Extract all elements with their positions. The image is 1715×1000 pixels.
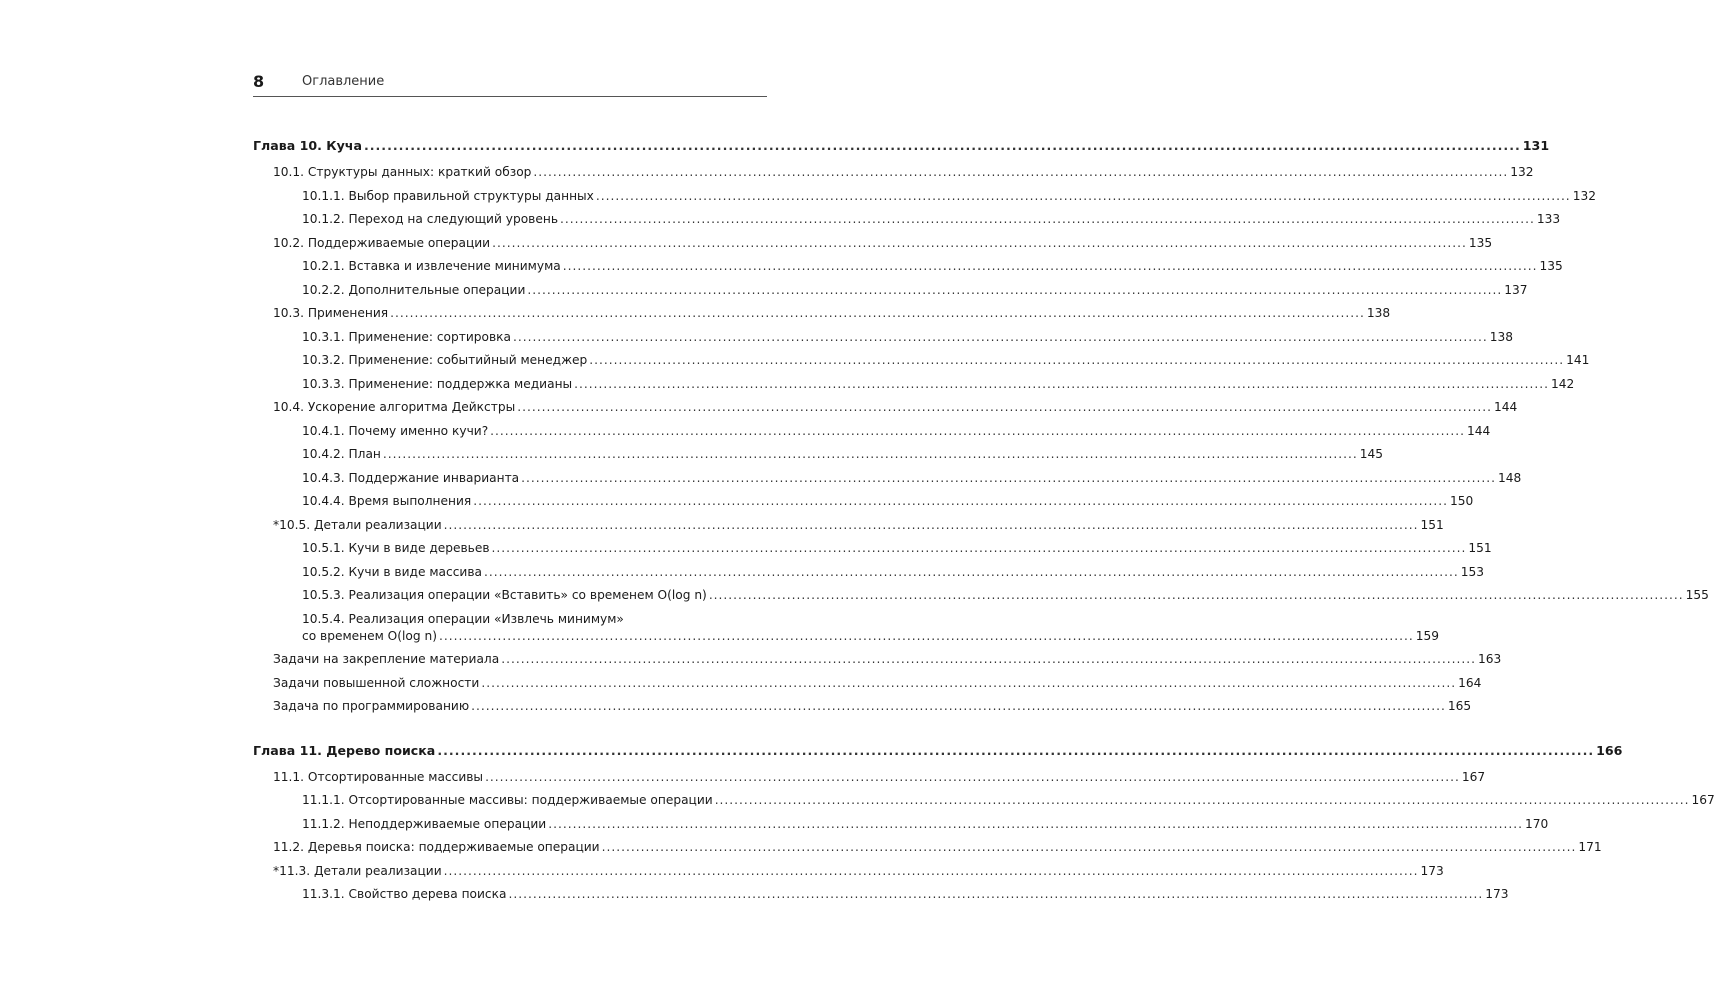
toc-entry[interactable]	[253, 467, 1522, 491]
toc-entry-page: 144	[1494, 400, 1518, 415]
toc-entry[interactable]	[253, 255, 1563, 279]
dot-leader: ........................................................................................................................................................................................................	[508, 887, 1484, 902]
toc-entry-title: *11.3. Детали реализации	[273, 863, 442, 878]
toc-entry-title: Задачи повышенной сложности	[273, 675, 480, 690]
toc-entry-title: Задача по программированию	[273, 699, 470, 714]
dot-leader: ........................................................................................................................................................................................................	[473, 494, 1449, 509]
toc-entry[interactable]	[253, 326, 1514, 350]
dot-leader: ........................................................................................................................................................................................................	[438, 628, 1414, 643]
dot-leader: ........................................................................................................................................................................................................	[601, 840, 1577, 855]
toc-entry[interactable]	[253, 883, 1509, 907]
toc-entry-title: 10.2. Поддерживаемые операции	[273, 235, 491, 250]
toc-entry[interactable]	[253, 302, 1391, 326]
toc-entry-page: 144	[1466, 423, 1491, 438]
dot-leader: ........................................................................................................................................................................................................	[382, 447, 1358, 462]
running-header-title: Оглавление	[302, 74, 385, 89]
toc-entry[interactable]	[253, 349, 1590, 373]
toc-entry[interactable]	[253, 584, 1709, 608]
dot-leader: ........................................................................................................................................................................................................	[560, 212, 1535, 227]
toc-entry-title: 10.2.2. Дополнительные операции	[302, 282, 526, 297]
toc-entry[interactable]	[253, 396, 1518, 420]
toc-chapter[interactable]	[253, 134, 1550, 158]
dot-leader: ........................................................................................................................................................................................................	[471, 699, 1446, 714]
toc-entry[interactable]	[253, 766, 1486, 790]
toc-entry-page: 165	[1447, 699, 1472, 714]
page-number: 8	[253, 72, 265, 91]
toc-entry[interactable]	[253, 514, 1444, 538]
dot-leader: ........................................................................................................................................................................................................	[517, 400, 1493, 415]
toc-entry-page: 163	[1478, 652, 1502, 667]
toc-entry-page: 133	[1536, 212, 1561, 227]
toc-entry-title: 10.2.1. Вставка и извлечение минимума	[302, 259, 561, 274]
toc-entry-page: 141	[1566, 353, 1590, 368]
toc-entry-title: 11.1. Отсортированные массивы	[273, 769, 484, 784]
toc-entry-title: 10.1. Структуры данных: краткий обзор	[273, 165, 532, 180]
dot-leader: ........................................................................................................................................................................................................	[512, 329, 1488, 344]
toc-entry-title: 10.4.4. Время выполнения	[302, 494, 472, 509]
toc-entry-title: 10.1.1. Выбор правильной структуры данных	[302, 188, 594, 203]
toc-entry[interactable]	[253, 420, 1491, 444]
dot-leader: ........................................................................................................................................................................................................	[708, 588, 1684, 603]
toc-entry-page: 132	[1510, 165, 1534, 180]
dot-leader: ........................................................................................................................................................................................................	[521, 470, 1496, 485]
toc-chapter-page: 131	[1522, 138, 1550, 154]
toc-entry[interactable]	[253, 561, 1485, 585]
toc-entry[interactable]	[253, 695, 1472, 719]
toc-entry-page: 159	[1415, 628, 1440, 643]
toc-entry-title: 10.3.1. Применение: сортировка	[302, 329, 511, 344]
toc-entry-page: 173	[1485, 887, 1509, 902]
toc-entry-page: 145	[1359, 447, 1383, 462]
toc-entry-page: 151	[1420, 517, 1444, 532]
toc-entry-title: Задачи на закрепление материала	[273, 652, 500, 667]
dot-leader: ........................................................................................................................................................................................................	[574, 376, 1549, 391]
running-header	[253, 72, 767, 97]
toc-entry[interactable]	[253, 208, 1561, 232]
toc-entry[interactable]	[253, 789, 1715, 813]
toc-entry[interactable]	[253, 490, 1474, 514]
dot-leader: ........................................................................................................................................................................................................	[492, 235, 1467, 250]
dot-leader: ........................................................................................................................................................................................................	[589, 353, 1565, 368]
dot-leader: ........................................................................................................................................................................................................	[443, 863, 1419, 878]
toc-entry-title: 10.5.1. Кучи в виде деревьев	[302, 541, 490, 556]
toc-entry-title: 10.3.2. Применение: событийный менеджер	[302, 353, 588, 368]
toc-entry-title: 10.3.3. Применение: поддержка медианы	[302, 376, 573, 391]
toc-entry-page: 167	[1691, 793, 1715, 808]
dot-leader: ........................................................................................................................................................................................................	[548, 816, 1524, 831]
dot-leader: ........................................................................................................................................................................................................	[490, 423, 1465, 438]
dot-leader: ........................................................................................................................................................................................................	[390, 306, 1365, 321]
toc-entry-title: 10.4.2. План	[302, 447, 381, 462]
dot-leader: ........................................................................................................................................................................................................	[533, 165, 1509, 180]
toc-entry-page: 150	[1450, 494, 1474, 509]
dot-leader: ........................................................................................................................................................................................................	[527, 282, 1503, 297]
toc-entry-title: 10.5.3. Реализация операции «Вставить» со временем O(log n)	[302, 588, 707, 603]
toc-entry-page: 167	[1461, 769, 1486, 784]
toc-chapter-page: 166	[1596, 742, 1623, 758]
toc-entry[interactable]	[253, 672, 1482, 696]
toc-chapter-title: Глава 10. Куча	[253, 138, 362, 154]
toc-entry[interactable]	[253, 443, 1383, 467]
toc-entry[interactable]	[253, 161, 1534, 185]
toc-entry-page: 135	[1539, 259, 1563, 274]
toc-entry[interactable]	[253, 860, 1444, 884]
dot-leader: ........................................................................................................................................................................................................	[363, 138, 1521, 154]
toc-entry-page: 138	[1366, 306, 1391, 321]
toc-entry[interactable]	[253, 813, 1549, 837]
toc-chapter[interactable]	[253, 739, 1623, 763]
dot-leader: ........................................................................................................................................................................................................	[483, 564, 1459, 579]
toc-entry-title: 10.4.3. Поддержание инварианта	[302, 470, 520, 485]
toc-entry-line	[302, 628, 1440, 645]
toc-entry-title: 10.5.4. Реализация операции «Извлечь минимум»	[302, 611, 624, 626]
dot-leader: ........................................................................................................................................................................................................	[443, 517, 1419, 532]
toc-entry[interactable]	[253, 373, 1575, 397]
dot-leader: ........................................................................................................................................................................................................	[491, 541, 1467, 556]
toc-entry-title: 11.2. Деревья поиска: поддерживаемые операции	[273, 840, 600, 855]
toc-entry-page: 142	[1550, 376, 1575, 391]
toc-entry-title: 11.1.1. Отсортированные массивы: поддерживаемые операции	[302, 793, 713, 808]
toc-entry-page: 153	[1460, 564, 1485, 579]
toc-entry-title: 10.5.2. Кучи в виде массива	[302, 564, 482, 579]
dot-leader: ........................................................................................................................................................................................................	[501, 652, 1477, 667]
toc-entry[interactable]	[253, 648, 1502, 672]
toc-entry[interactable]	[253, 836, 1602, 860]
dot-leader: ........................................................................................................................................................................................................	[714, 793, 1690, 808]
toc-entry-page: 151	[1468, 541, 1492, 556]
dot-leader: ........................................................................................................................................................................................................	[437, 742, 1595, 758]
toc-entry-title-continued: со временем O(log n)	[302, 628, 437, 643]
toc-entry-title: 10.1.2. Переход на следующий уровень	[302, 212, 559, 227]
table-of-contents	[253, 134, 1715, 907]
toc-entry-title: 10.4.1. Почему именно кучи?	[302, 423, 489, 438]
toc-entry-page: 155	[1685, 588, 1709, 603]
dot-leader: ........................................................................................................................................................................................................	[485, 769, 1460, 784]
toc-chapter-title: Глава 11. Дерево поиска	[253, 742, 436, 758]
toc-entry-page: 170	[1525, 816, 1549, 831]
toc-entry[interactable]	[253, 608, 1440, 649]
toc-entry-page: 171	[1578, 840, 1602, 855]
toc-entry-page: 148	[1497, 470, 1522, 485]
toc-entry-page: 132	[1572, 188, 1596, 203]
toc-entry-page: 173	[1420, 863, 1444, 878]
toc-entry-page: 137	[1504, 282, 1528, 297]
toc-entry-title: 10.4. Ускорение алгоритма Дейкстры	[273, 400, 516, 415]
toc-entry[interactable]	[253, 279, 1528, 303]
toc-entry[interactable]	[253, 185, 1596, 209]
toc-entry-title: 10.3. Применения	[273, 306, 389, 321]
toc-entry[interactable]	[253, 537, 1492, 561]
toc-entry-title: *10.5. Детали реализации	[273, 517, 442, 532]
toc-entry-page: 135	[1468, 235, 1493, 250]
dot-leader: ........................................................................................................................................................................................................	[562, 259, 1538, 274]
toc-entry-page: 164	[1458, 675, 1482, 690]
toc-entry-title: 11.1.2. Неподдерживаемые операции	[302, 816, 547, 831]
toc-entry-page: 138	[1489, 329, 1514, 344]
dot-leader: ........................................................................................................................................................................................................	[481, 675, 1457, 690]
toc-entry-title: 11.3.1. Свойство дерева поиска	[302, 887, 507, 902]
toc-entry[interactable]	[253, 232, 1493, 256]
dot-leader: ........................................................................................................................................................................................................	[595, 188, 1571, 203]
